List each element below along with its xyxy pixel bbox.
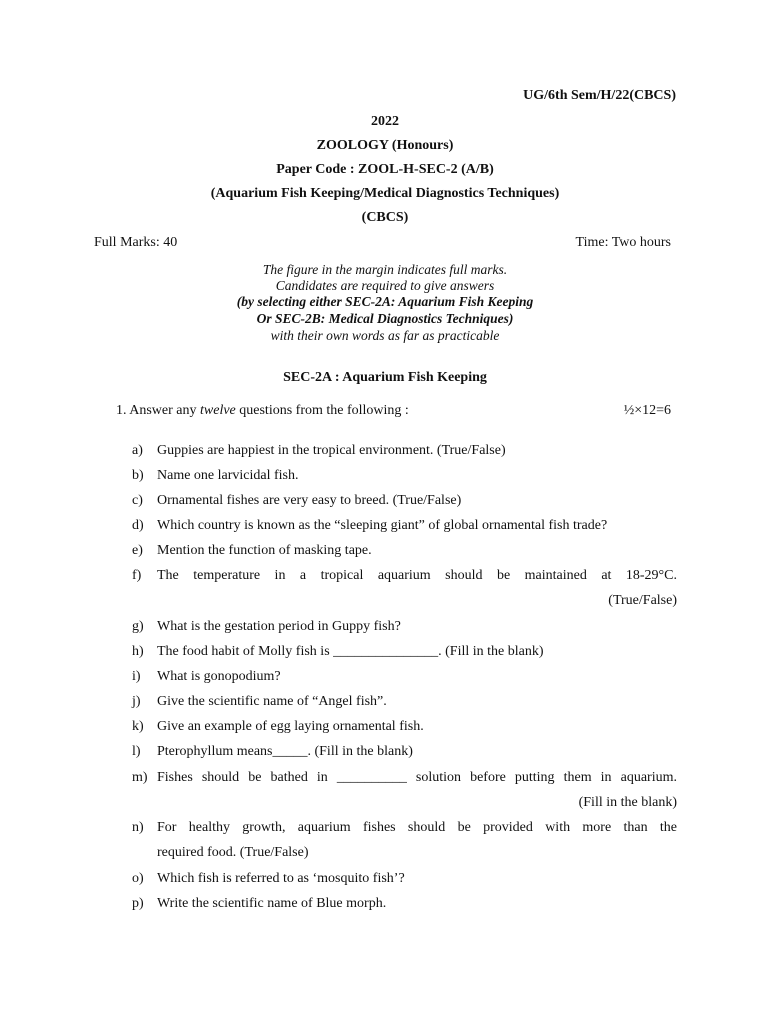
exam-year: 2022	[371, 114, 399, 129]
instruction-line-5: with their own words as far as practicable	[270, 328, 500, 343]
item-label: c)	[132, 493, 143, 508]
item-label: g)	[132, 619, 144, 634]
item-text: The food habit of Molly fish is _______________. (Fill in the blank)	[157, 644, 544, 659]
marks-time-row	[94, 235, 671, 251]
item-text: What is the gestation period in Guppy fish?	[157, 619, 401, 634]
instruction-line-2: Candidates are required to give answers	[275, 278, 495, 293]
question-1-suffix: questions from the following :	[235, 403, 409, 418]
item-text: The temperature in a tropical aquarium should be maintained at 18-29°C.	[157, 568, 677, 583]
item-label: d)	[132, 518, 144, 533]
item-text: Ornamental fishes are very easy to breed. (True/False)	[157, 493, 462, 508]
item-text: Give an example of egg laying ornamental fish.	[157, 719, 424, 734]
item-text: Guppies are happiest in the tropical environment. (True/False)	[157, 443, 506, 458]
exam-time: Time: Two hours	[575, 235, 671, 250]
paper-code-short: UG/6th Sem/H/22(CBCS)	[523, 88, 676, 103]
item-label: m)	[132, 770, 148, 785]
item-label: b)	[132, 468, 144, 483]
instruction-line-3: (by selecting either SEC-2A: Aquarium Fish Keeping	[236, 294, 534, 309]
section-title: SEC-2A : Aquarium Fish Keeping	[283, 370, 487, 385]
question-1	[116, 403, 671, 419]
instruction-line-1: The figure in the margin indicates full marks.	[262, 262, 508, 277]
item-text: What is gonopodium?	[157, 669, 281, 684]
item-label: e)	[132, 543, 143, 558]
scheme-label: (CBCS)	[361, 210, 409, 225]
item-text: Fishes should be bathed in __________ solution before putting them in aquarium.	[157, 770, 677, 785]
paper-code: Paper Code : ZOOL-H-SEC-2 (A/B)	[276, 162, 494, 177]
question-1-emphasis: twelve	[200, 403, 236, 418]
full-marks: Full Marks: 40	[94, 235, 178, 250]
item-text: Which fish is referred to as ‘mosquito fish’?	[157, 871, 405, 886]
item-label: k)	[132, 719, 144, 734]
paper-title: (Aquarium Fish Keeping/Medical Diagnostics Techniques)	[210, 186, 560, 201]
instruction-line-4: Or SEC-2B: Medical Diagnostics Techniques)	[256, 311, 514, 326]
item-text: Write the scientific name of Blue morph.	[157, 896, 387, 911]
item-label: o)	[132, 871, 144, 886]
item-text: Which country is known as the “sleeping giant” of global ornamental fish trade?	[157, 518, 608, 533]
item-text: Name one larvicidal fish.	[157, 468, 299, 483]
item-label: l)	[132, 744, 141, 759]
subject-title: ZOOLOGY (Honours)	[316, 138, 454, 153]
item-text: Pterophyllum means_____. (Fill in the blank)	[157, 744, 413, 759]
list-item	[132, 568, 677, 616]
item-text: For healthy growth, aquarium fishes should be provided with more than the	[157, 820, 677, 835]
question-1-prefix: 1. Answer any	[116, 403, 200, 418]
item-label: h)	[132, 644, 144, 659]
item-label: f)	[132, 568, 142, 583]
item-label: a)	[132, 443, 143, 458]
item-continuation: required food. (True/False)	[157, 845, 309, 860]
item-label: j)	[132, 694, 141, 709]
list-item	[132, 820, 677, 868]
item-label: p)	[132, 896, 144, 911]
list-item	[132, 770, 677, 818]
item-label: i)	[132, 669, 141, 684]
item-label: n)	[132, 820, 144, 835]
item-text: Mention the function of masking tape.	[157, 543, 372, 558]
item-continuation: (Fill in the blank)	[578, 795, 677, 810]
question-1-marks: ½×12=6	[623, 403, 671, 418]
item-continuation: (True/False)	[608, 593, 677, 608]
item-text: Give the scientific name of “Angel fish”.	[157, 694, 387, 709]
